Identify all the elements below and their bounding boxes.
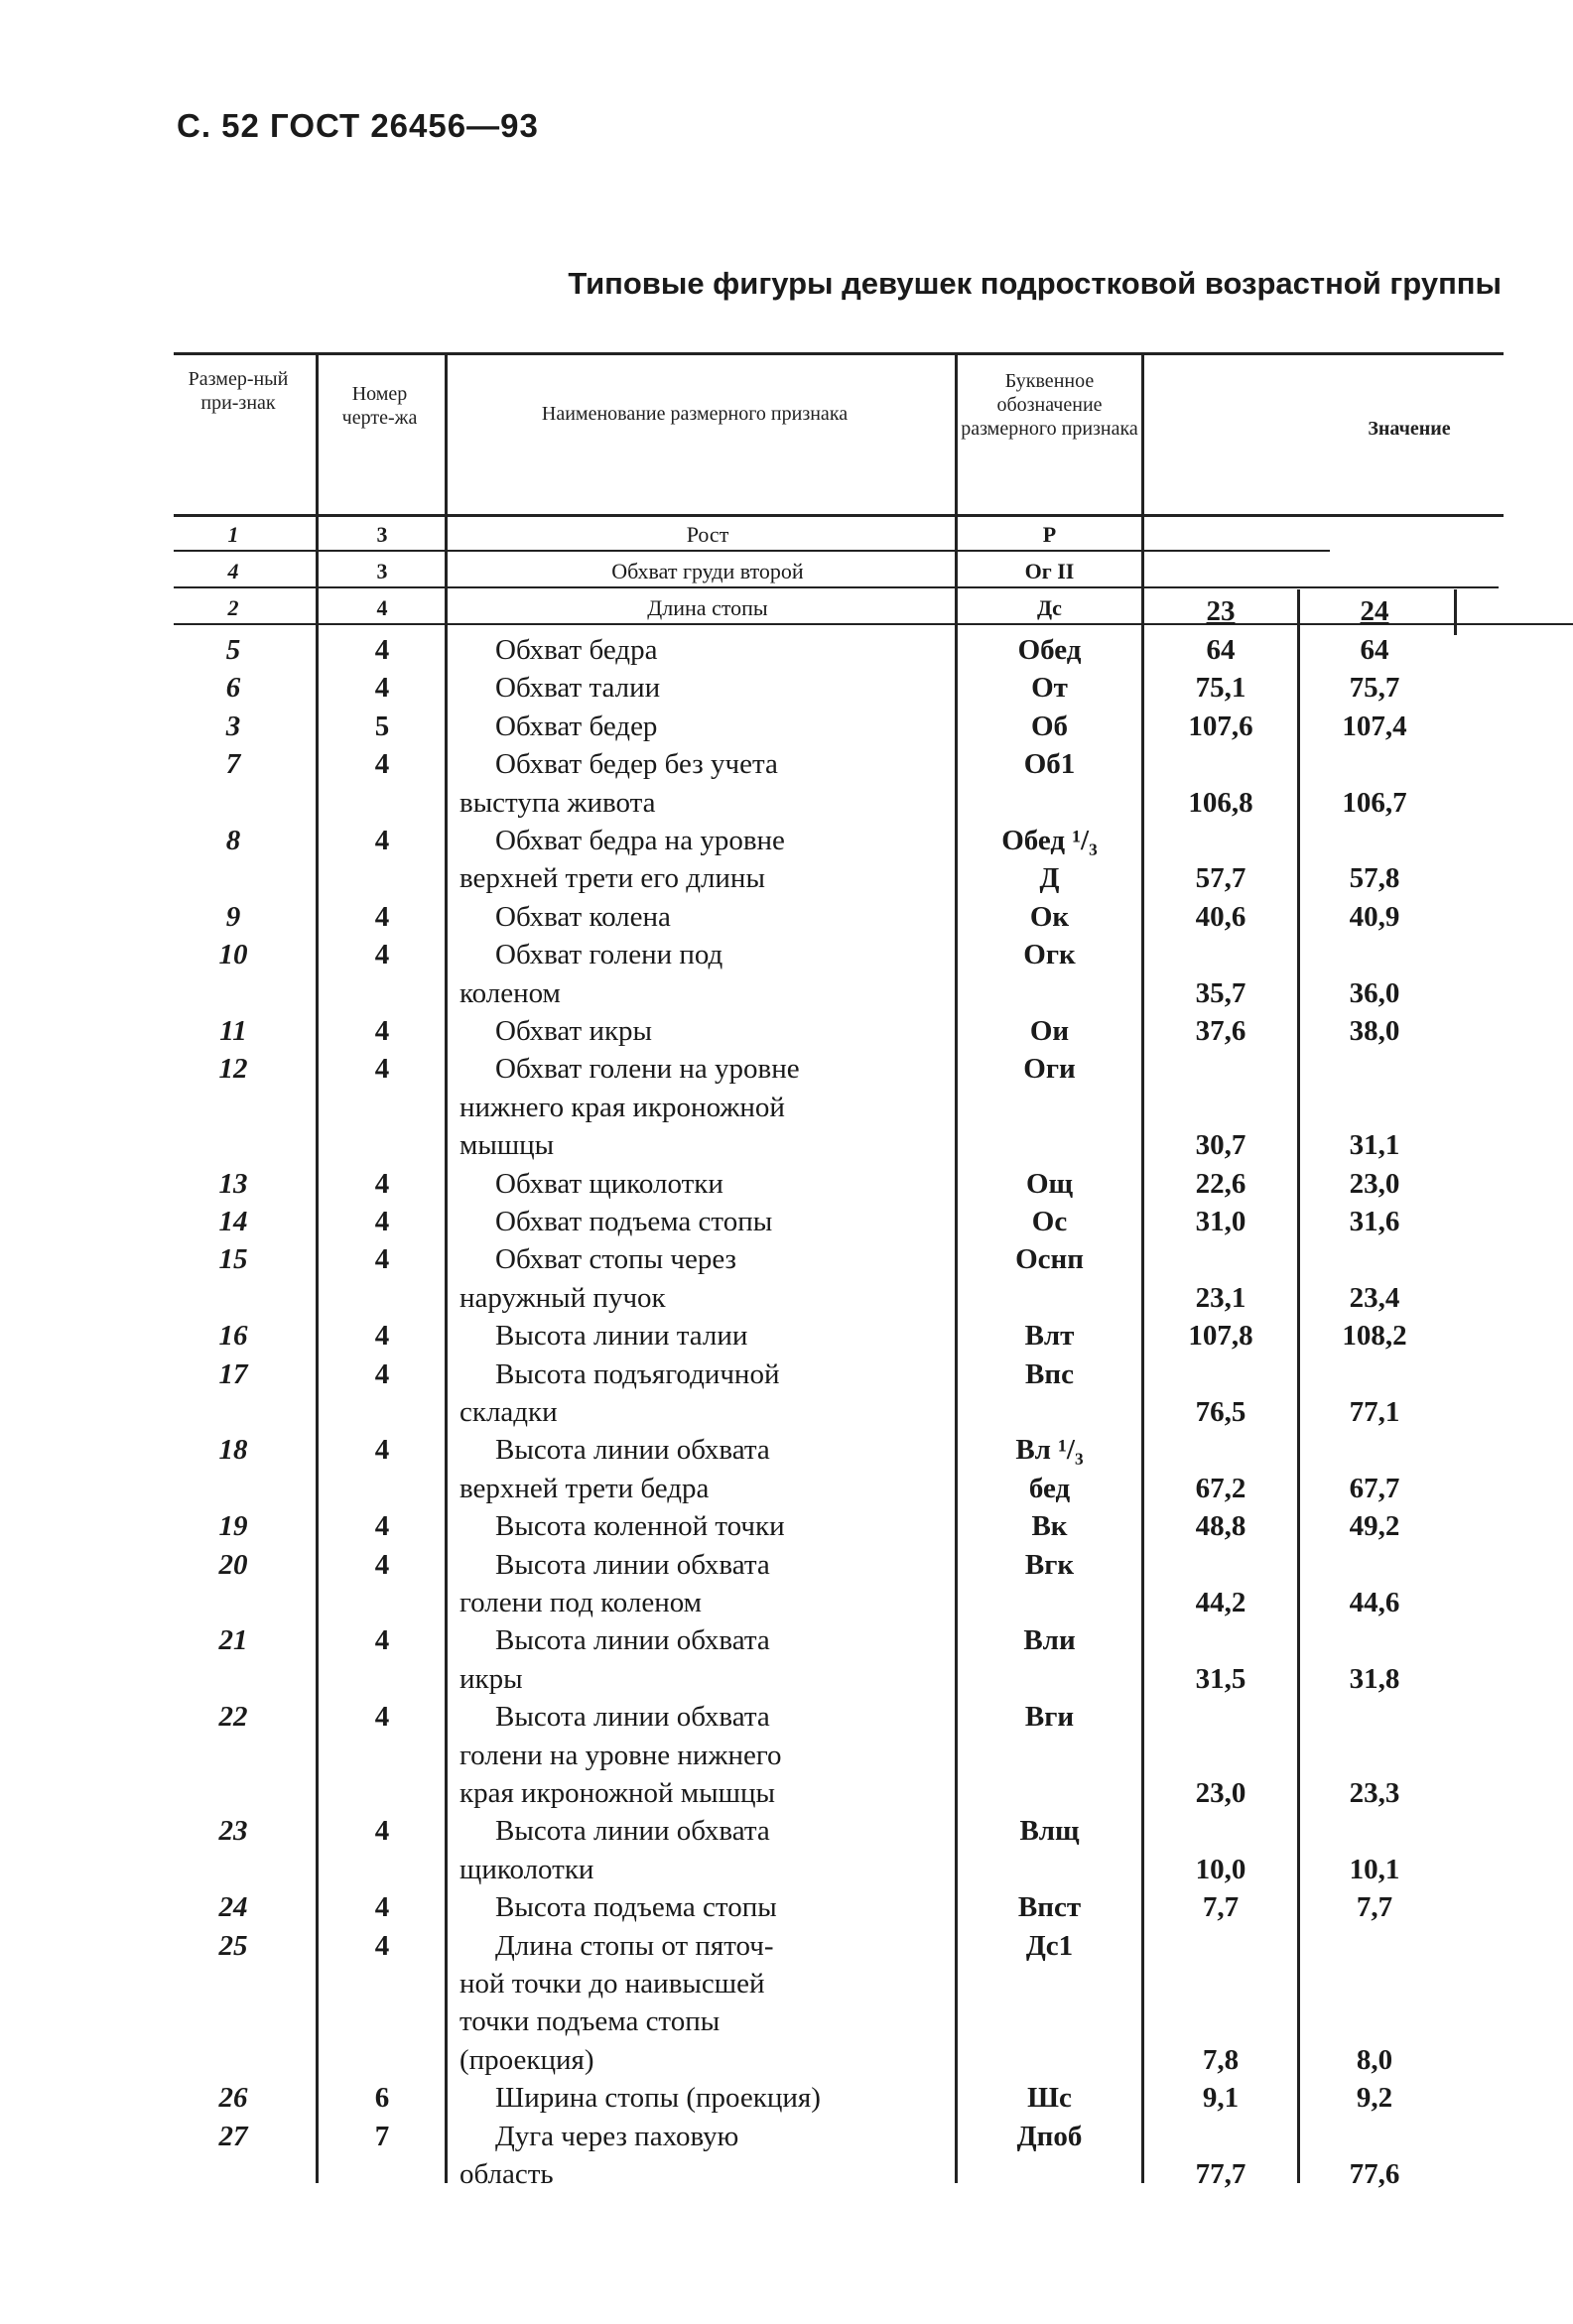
row-number: 18 <box>218 1434 248 1467</box>
row-number: 1 <box>227 522 239 547</box>
value-24: 36,0 <box>1349 976 1400 1009</box>
attribute-name-line: щиколотки <box>459 1853 594 1885</box>
value-23: 35,7 <box>1195 976 1246 1009</box>
attribute-name-line: Обхват бедра на уровне <box>495 825 785 856</box>
value-24: 106,7 <box>1342 786 1407 819</box>
attribute-name-line: Высота подъема стопы <box>495 1891 777 1924</box>
value-23: 9,1 <box>1202 2082 1240 2115</box>
value-24: 64 <box>1360 634 1389 666</box>
row-number: 14 <box>218 1206 248 1237</box>
value-24: 31,6 <box>1349 1206 1400 1237</box>
attribute-name-line: Обхват щиколотки <box>495 1167 723 1200</box>
value-23: 10,0 <box>1195 1853 1246 1885</box>
drawing-number: 4 <box>374 1320 390 1353</box>
value-23: 77,7 <box>1195 2158 1246 2190</box>
drawing-number: 4 <box>374 1891 390 1924</box>
letter-symbol: Впст <box>1017 1891 1082 1924</box>
table-title: Типовые фигуры девушек подростковой возрастной группы <box>568 266 1502 301</box>
column-rule <box>1297 589 1300 2183</box>
letter-symbol: Влт <box>1024 1320 1075 1353</box>
row-number: 16 <box>218 1320 248 1353</box>
letter-symbol: Оги <box>1023 1053 1076 1086</box>
value-23: 107,8 <box>1188 1320 1253 1353</box>
attribute-name-line: Обхват подъема стопы <box>495 1206 773 1237</box>
letter-symbol: Р <box>1042 522 1057 547</box>
row-number: 6 <box>225 672 241 705</box>
row-number: 10 <box>218 939 248 971</box>
value-24: 57,8 <box>1349 862 1400 895</box>
attribute-name-line: Дуга через паховую <box>495 2120 739 2152</box>
row-number: 4 <box>227 559 239 583</box>
letter-symbol: Обед ¹/₃ <box>1001 825 1098 856</box>
drawing-number: 4 <box>374 672 390 705</box>
attribute-name-line: Обхват голени под <box>495 939 723 971</box>
value-header-23: 23 <box>1206 595 1236 627</box>
value-24: 23,3 <box>1349 1777 1400 1809</box>
row-number: 20 <box>218 1548 248 1581</box>
attribute-name-line: верхней трети бедра <box>459 1472 710 1504</box>
drawing-number: 4 <box>374 939 390 971</box>
letter-symbol: Ос <box>1031 1206 1068 1237</box>
header-letter-symbol: Буквенное обозначение размерного признака <box>961 370 1138 440</box>
attribute-name-line: складки <box>459 1396 558 1428</box>
row-rule <box>174 550 1330 552</box>
drawing-number: 4 <box>374 1357 390 1390</box>
attribute-name-line: верхней трети его длины <box>459 862 765 895</box>
value-23: 48,8 <box>1195 1510 1246 1543</box>
value-23: 106,8 <box>1188 786 1253 819</box>
attribute-name-line: Обхват голени на уровне <box>495 1053 800 1086</box>
letter-symbol: Дпоб <box>1016 2120 1083 2152</box>
value-23: 67,2 <box>1195 1472 1246 1504</box>
drawing-number: 4 <box>374 1167 390 1200</box>
row-number: 17 <box>218 1357 248 1390</box>
attribute-name-line: Длина стопы от пяточ- <box>495 1929 774 1962</box>
row-number: 8 <box>225 825 241 856</box>
attribute-name-line: голени на уровне нижнего <box>459 1739 782 1771</box>
drawing-number: 4 <box>374 1206 390 1237</box>
column-rule <box>1141 352 1144 2183</box>
letter-symbol: Обед <box>1017 634 1082 666</box>
row-number: 2 <box>227 595 239 620</box>
value-23: 76,5 <box>1195 1396 1246 1428</box>
drawing-number: 4 <box>374 1015 390 1047</box>
letter-symbol: Дс <box>1037 595 1062 620</box>
letter-symbol: Об <box>1030 710 1069 742</box>
value-23: 107,6 <box>1188 710 1253 742</box>
attribute-name: Длина стопы <box>647 595 768 620</box>
letter-symbol: Ог II <box>1024 559 1075 583</box>
attribute-name-line: голени под коленом <box>459 1587 703 1618</box>
value-24: 31,8 <box>1349 1662 1400 1695</box>
drawing-number: 4 <box>374 1510 390 1543</box>
header-size-attribute: Размер-ный при-знак <box>188 368 289 414</box>
drawing-number: 4 <box>374 1434 390 1467</box>
row-rule <box>174 586 1499 588</box>
letter-symbol: Дс1 <box>1025 1929 1074 1962</box>
attribute-name-line: нижнего края икроножной <box>459 1091 785 1123</box>
row-number: 25 <box>218 1929 248 1962</box>
value-24: 75,7 <box>1349 672 1400 705</box>
value-24: 108,2 <box>1342 1320 1407 1353</box>
drawing-number: 4 <box>374 900 390 933</box>
drawing-number: 4 <box>374 825 390 856</box>
attribute-name-line: Обхват икры <box>495 1015 653 1047</box>
header-attribute-name: Наименование размерного признака <box>541 403 849 425</box>
value-23: 57,7 <box>1195 862 1246 895</box>
attribute-name-line: Обхват колена <box>495 900 671 933</box>
drawing-number: 4 <box>374 1701 390 1734</box>
value-23: 37,6 <box>1195 1015 1246 1047</box>
drawing-number: 4 <box>374 1815 390 1848</box>
value-23: 64 <box>1206 634 1236 666</box>
letter-symbol: Ои <box>1029 1015 1070 1047</box>
letter-symbol: Оснп <box>1015 1243 1084 1276</box>
attribute-name-line: Высота подъягодичной <box>495 1357 780 1390</box>
attribute-name-line: ной точки до наивысшей <box>459 1968 765 2000</box>
value-24: 9,2 <box>1356 2082 1393 2115</box>
row-number: 5 <box>225 634 241 666</box>
table-top-rule <box>174 352 1504 355</box>
value-header-24: 24 <box>1360 595 1389 627</box>
header-drawing-number: Номер черте-жа <box>341 383 418 429</box>
attribute-name-line: Высота линии обхвата <box>495 1701 770 1734</box>
attribute-name-line: Обхват бедер без учета <box>495 748 778 781</box>
row-number: 22 <box>218 1701 248 1734</box>
value-24: 40,9 <box>1349 900 1400 933</box>
value-23: 75,1 <box>1195 672 1246 705</box>
attribute-name: Рост <box>686 522 729 547</box>
attribute-name-line: Высота коленной точки <box>495 1510 785 1543</box>
attribute-name-line: коленом <box>459 976 561 1009</box>
value-24: 7,7 <box>1356 1891 1393 1924</box>
value-24: 107,4 <box>1342 710 1407 742</box>
value-23: 7,8 <box>1202 2043 1240 2076</box>
attribute-name-line: икры <box>459 1662 523 1695</box>
value-23: 31,5 <box>1195 1662 1246 1695</box>
value-24: 38,0 <box>1349 1015 1400 1047</box>
letter-symbol: От <box>1031 672 1068 705</box>
drawing-number: 5 <box>374 710 390 742</box>
row-number: 19 <box>218 1510 248 1543</box>
letter-symbol: Ощ <box>1025 1167 1074 1200</box>
column-rule <box>316 352 319 2183</box>
column-rule <box>955 352 958 2183</box>
attribute-name-line: наружный пучок <box>459 1281 666 1314</box>
drawing-number: 4 <box>374 1053 390 1086</box>
value-23: 44,2 <box>1195 1587 1246 1618</box>
value-24: 23,0 <box>1349 1167 1400 1200</box>
attribute-name-line: мышцы <box>459 1129 555 1162</box>
letter-symbol: Вгк <box>1024 1548 1075 1581</box>
drawing-number: 4 <box>374 1548 390 1581</box>
letter-symbol: Огк <box>1023 939 1076 971</box>
letter-symbol: Вги <box>1024 1701 1075 1734</box>
value-24: 67,7 <box>1349 1472 1400 1504</box>
value-23: 40,6 <box>1195 900 1246 933</box>
row-number: 23 <box>218 1815 248 1848</box>
value-24: 49,2 <box>1349 1510 1400 1543</box>
drawing-number: 4 <box>374 1243 390 1276</box>
attribute-name-line: Обхват бедра <box>495 634 658 666</box>
value-24: 8,0 <box>1356 2043 1393 2076</box>
attribute-name: Обхват груди второй <box>611 559 804 583</box>
value-23: 30,7 <box>1195 1129 1246 1162</box>
attribute-name-line: края икроножной мышцы <box>459 1777 775 1809</box>
drawing-number: 3 <box>376 522 388 547</box>
letter-symbol: Вк <box>1031 1510 1068 1543</box>
attribute-name-line: точки подъема стопы <box>459 2005 721 2038</box>
attribute-name-line: (проекция) <box>459 2043 594 2076</box>
attribute-name-line: Обхват талии <box>495 672 661 705</box>
value-24: 77,6 <box>1349 2158 1400 2190</box>
header-value: Значение <box>1368 418 1451 440</box>
row-number: 24 <box>218 1891 248 1924</box>
attribute-name-line: Обхват бедер <box>495 710 658 742</box>
attribute-name-line: Высота линии обхвата <box>495 1434 770 1467</box>
attribute-name-line: Высота линии обхвата <box>495 1815 770 1848</box>
drawing-number: 7 <box>374 2120 390 2152</box>
letter-symbol: Вли <box>1023 1624 1076 1657</box>
letter-symbol: Шс <box>1027 2082 1072 2115</box>
drawing-number: 3 <box>376 559 388 583</box>
value-24: 10,1 <box>1349 1853 1400 1885</box>
row-number: 27 <box>218 2120 248 2152</box>
letter-symbol: бед <box>1028 1472 1071 1504</box>
attribute-name-line: Высота линии обхвата <box>495 1548 770 1581</box>
value-24: 44,6 <box>1349 1587 1400 1618</box>
letter-symbol: Вл ¹/₃ <box>1015 1434 1084 1467</box>
letter-symbol: Впс <box>1025 1357 1074 1390</box>
row-number: 13 <box>218 1167 248 1200</box>
value-23: 23,0 <box>1195 1777 1246 1809</box>
value-23: 23,1 <box>1195 1281 1246 1314</box>
row-number: 9 <box>225 900 241 933</box>
value-23: 7,7 <box>1202 1891 1240 1924</box>
value-24: 77,1 <box>1349 1396 1400 1428</box>
value-23: 22,6 <box>1195 1167 1246 1200</box>
drawing-number: 4 <box>374 1929 390 1962</box>
letter-symbol: Влщ <box>1019 1815 1080 1848</box>
attribute-name-line: Высота линии обхвата <box>495 1624 770 1657</box>
column-rule <box>445 352 448 2183</box>
letter-symbol: Д <box>1039 862 1060 895</box>
attribute-name-line: Обхват стопы через <box>495 1243 737 1276</box>
row-number: 7 <box>225 748 241 781</box>
column-rule <box>1454 589 1457 635</box>
row-number: 21 <box>218 1624 248 1657</box>
value-24: 31,1 <box>1349 1129 1400 1162</box>
letter-symbol: Об1 <box>1023 748 1076 781</box>
row-number: 3 <box>225 710 241 742</box>
drawing-number: 4 <box>374 634 390 666</box>
drawing-number: 4 <box>376 595 388 620</box>
value-24: 23,4 <box>1349 1281 1400 1314</box>
attribute-name-line: Высота линии талии <box>495 1320 748 1353</box>
drawing-number: 6 <box>374 2082 390 2115</box>
drawing-number: 4 <box>374 1624 390 1657</box>
letter-symbol: Ок <box>1029 900 1070 933</box>
page-header: С. 52 ГОСТ 26456—93 <box>177 107 539 144</box>
row-number: 26 <box>218 2082 248 2115</box>
row-number: 11 <box>219 1015 247 1047</box>
attribute-name-line: Ширина стопы (проекция) <box>495 2082 821 2115</box>
attribute-name-line: область <box>459 2158 554 2190</box>
row-number: 12 <box>218 1053 248 1086</box>
row-number: 15 <box>218 1243 248 1276</box>
attribute-name-line: выступа живота <box>459 786 656 819</box>
value-23: 31,0 <box>1195 1206 1246 1237</box>
drawing-number: 4 <box>374 748 390 781</box>
